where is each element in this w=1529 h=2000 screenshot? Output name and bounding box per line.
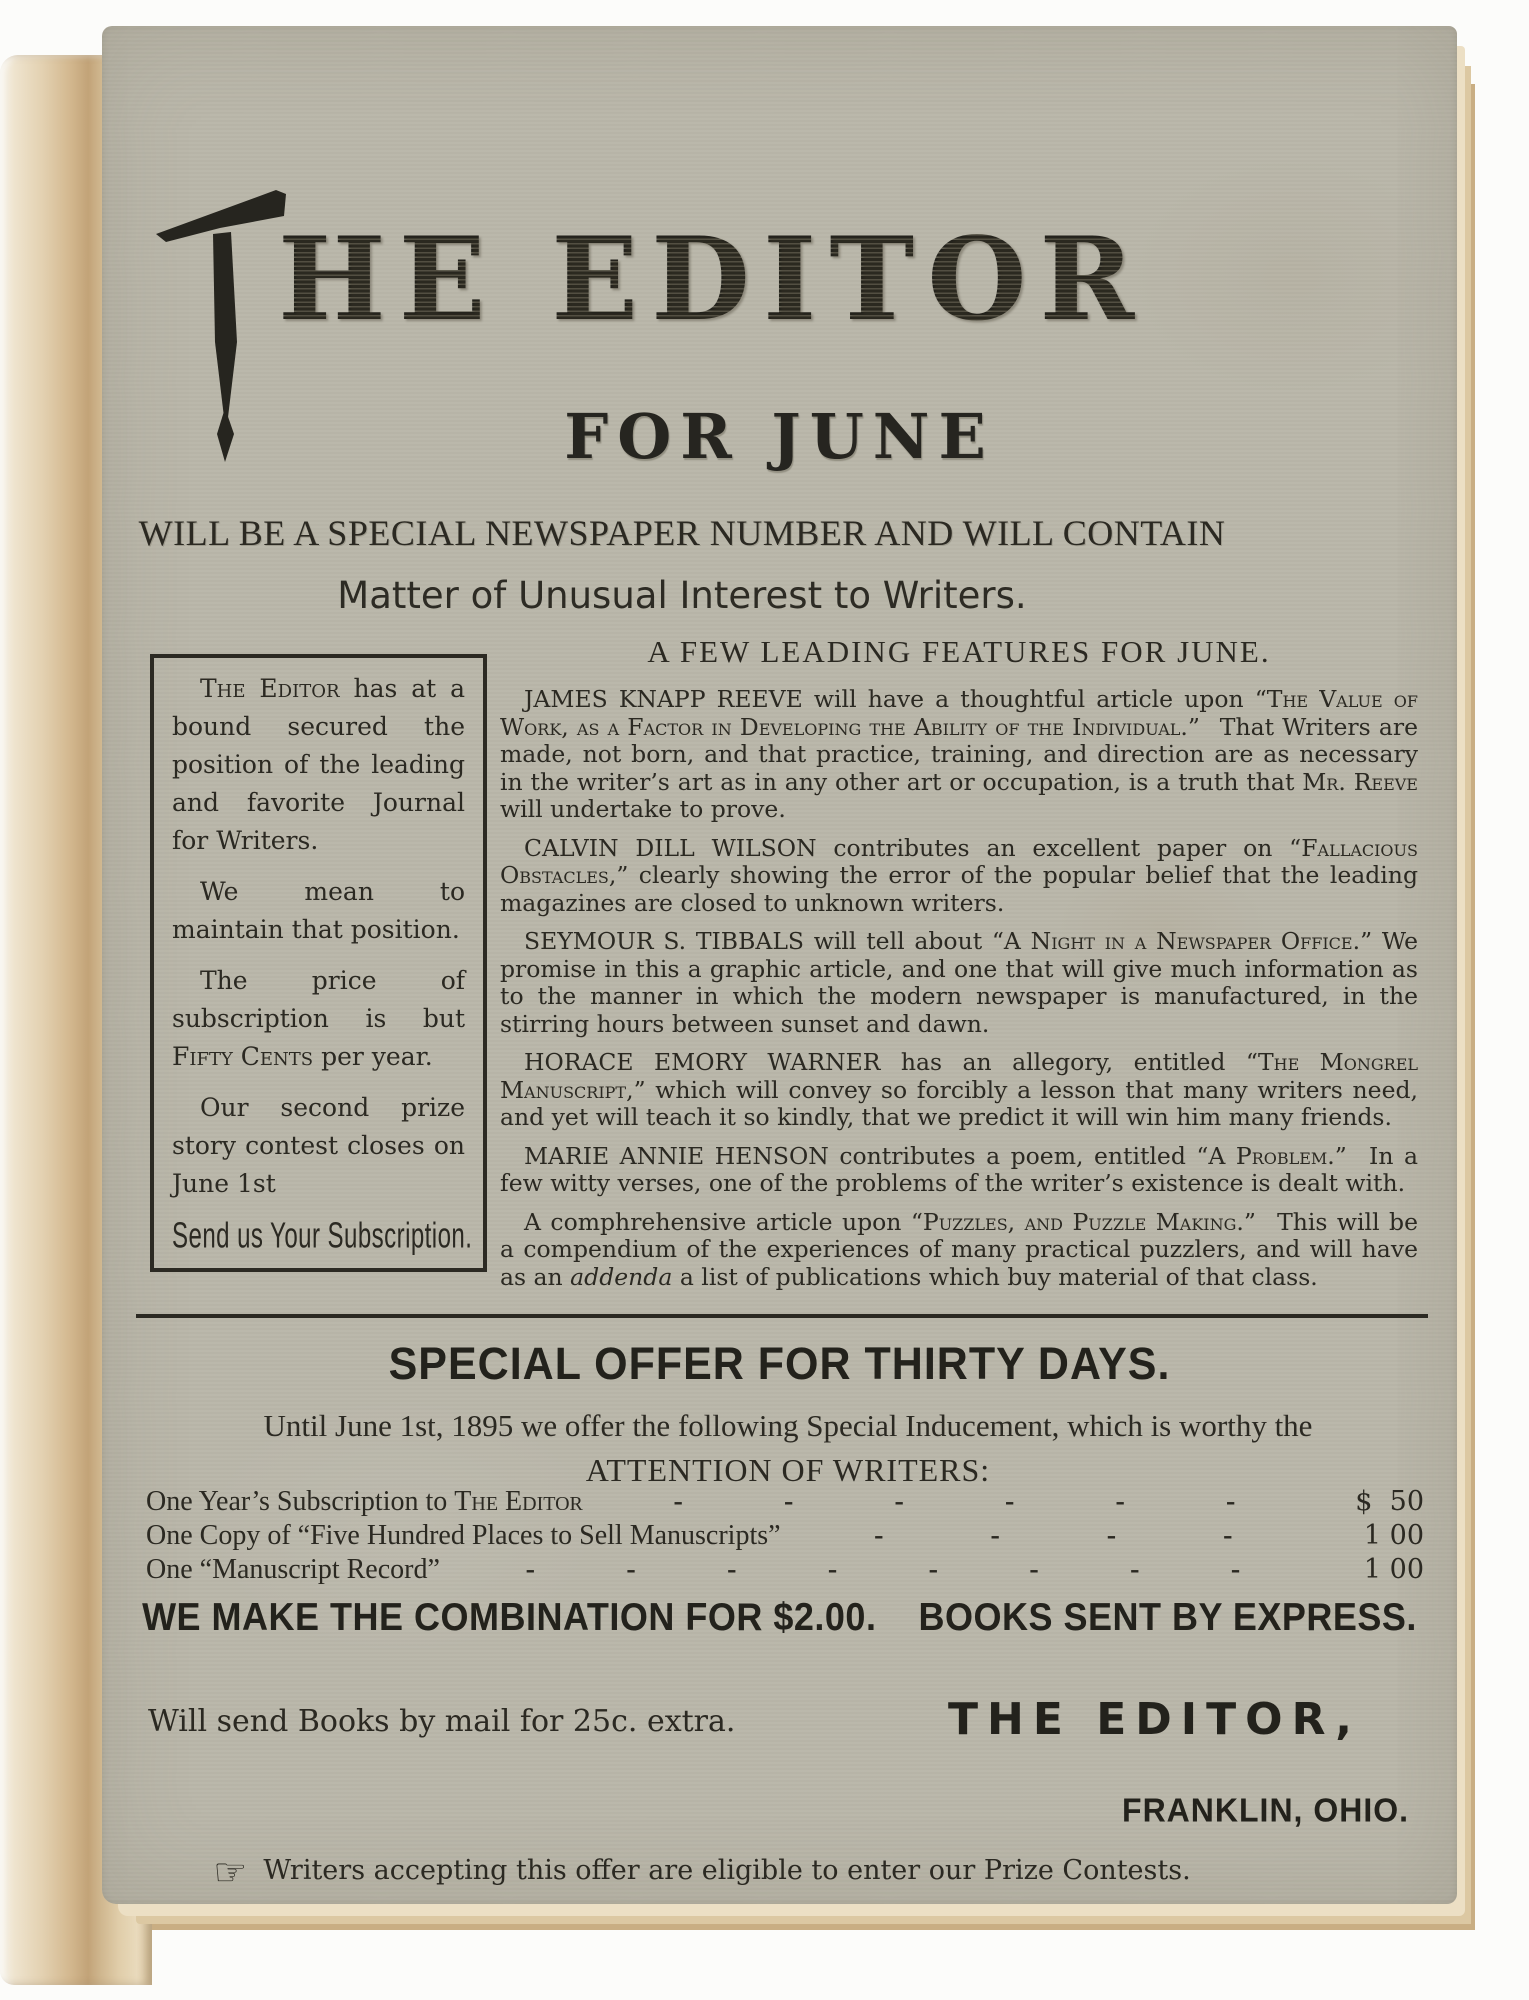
- text-segment: ,” which will convey so forcibly a lesson that many writers need, and yet will teach it so kindly, that we predict it will win him many friends.: [500, 1075, 1418, 1131]
- leader-dash: -: [525, 1554, 535, 1585]
- text-segment: One Copy of “Five Hundred Places to Sell Manuscripts”: [146, 1520, 781, 1551]
- dash-leader: [480, 1554, 1286, 1586]
- sidebar-send-subscription-line: [172, 1210, 473, 1261]
- feature-paragraph: [500, 686, 1418, 824]
- text-segment: JAMES KNAPP REEVE will have a thoughtful article upon “: [524, 685, 1267, 713]
- text-segment: Mr. Reeve: [1302, 767, 1418, 796]
- text-segment: The Editor: [454, 1486, 583, 1517]
- feature-paragraph: [500, 928, 1418, 1038]
- offer-attention-line: ATTENTION OF WRITERS:: [585, 1452, 991, 1488]
- text-segment: Fifty Cents: [172, 1042, 314, 1071]
- text-segment: HORACE EMORY WARNER has an allegory, entitled “: [524, 1048, 1258, 1076]
- text-segment: ” This will be a compendium of the experiences of many practical puzzlers, and will have as an: [500, 1207, 1418, 1291]
- section-divider: [136, 1314, 1428, 1318]
- text-segment: A comphrehensive article upon “: [524, 1207, 923, 1236]
- text-segment: Puzzles, and Puzzle Making.: [922, 1207, 1244, 1236]
- leader-dash: -: [1029, 1554, 1039, 1585]
- leader-dash: -: [783, 1486, 794, 1517]
- offer-item-price: 1 00: [1363, 1520, 1424, 1551]
- leader-dash: -: [673, 1486, 683, 1517]
- text-segment: A Problem.: [1208, 1141, 1335, 1170]
- feature-paragraph: [500, 835, 1418, 918]
- offer-item-price: $ 50: [1355, 1486, 1424, 1517]
- leader-dash: -: [1226, 1486, 1236, 1517]
- leader-dash: -: [1106, 1520, 1117, 1551]
- text-segment: has at a bound secured the position of the leading and favorite Journal for Writers.: [172, 674, 465, 855]
- text-segment: ,” clearly showing the error of the popular belief that the leading magazines are closed to unknown writers.: [500, 861, 1418, 917]
- leader-dash: -: [1230, 1554, 1241, 1585]
- feature-paragraph: [500, 1049, 1418, 1132]
- text-segment: One “Manuscript Record”: [146, 1554, 440, 1585]
- text-segment: The Value of Work, as a Factor in Developing the Ability of the Individual.: [500, 685, 1418, 741]
- sidebar-paragraph: [172, 670, 465, 860]
- sidebar-paragraph: [172, 873, 465, 949]
- combination-line: [102, 1594, 1457, 1639]
- offer-heading: SPECIAL OFFER FOR THIRTY DAYS.: [388, 1338, 1171, 1390]
- offer-intro-line: Until June 1st, 1895 we offer the following Special Inducement, which is worthy the: [263, 1408, 1313, 1443]
- leader-dash: -: [990, 1520, 1000, 1551]
- text-segment: CALVIN DILL WILSON contributes an excellent paper on “: [524, 833, 1302, 862]
- prize-contest-footnote: [102, 1850, 1302, 1894]
- text-segment: The Editor: [200, 674, 340, 703]
- feature-paragraph: [500, 1209, 1418, 1292]
- combination-price-text: WE MAKE THE COMBINATION FOR $2.00.: [142, 1594, 877, 1639]
- text-segment: ” We promise in this a graphic article, and one that will give much information as to the manner in which the modern newspaper is manufactured, in the stirring hours between sunset and dawn.: [500, 927, 1418, 1038]
- offer-price-list: [146, 1486, 1424, 1588]
- leader-dash: -: [874, 1520, 884, 1551]
- masthead-month: FOR JUNE: [564, 400, 995, 473]
- features-column: [500, 634, 1418, 1302]
- text-segment: Send us Your Subscription.: [172, 1215, 473, 1256]
- leader-dash: -: [727, 1554, 737, 1585]
- text-segment: addenda: [570, 1262, 673, 1291]
- text-segment: SEYMOUR S. TIBBALS will tell about “: [524, 927, 1004, 955]
- offer-item-price: 1 00: [1363, 1554, 1424, 1585]
- footnote-text: Writers accepting this offer are eligible to enter our Prize Contests.: [263, 1855, 1191, 1886]
- offer-row: [146, 1520, 1424, 1554]
- text-segment: Our second prize story contest closes on June 1st: [172, 1093, 465, 1198]
- offer-item-label: [146, 1520, 781, 1552]
- dash-leader: [623, 1486, 1286, 1518]
- sidebar-paragraph: [172, 962, 465, 1076]
- deck-line-2: Matter of Unusual Interest to Writers.: [337, 574, 1027, 617]
- offer-item-label: [146, 1554, 440, 1586]
- leader-dash: -: [928, 1554, 938, 1585]
- text-segment: will undertake to prove.: [500, 795, 786, 823]
- text-segment: The price of subscription is but: [172, 966, 465, 1033]
- offer-row: [146, 1486, 1424, 1520]
- leader-dash: -: [1005, 1486, 1015, 1517]
- feature-paragraph: [500, 1143, 1418, 1198]
- pointing-hand-icon: ☞: [213, 1850, 248, 1894]
- text-segment: ” In a few witty verses, one of the problems of the writer’s existence is dealt with.: [500, 1141, 1418, 1197]
- text-segment: MARIE ANNIE HENSON contributes a poem, entitled “: [524, 1141, 1209, 1170]
- publisher-signature: THE EDITOR,: [948, 1694, 1361, 1745]
- text-segment: One Year’s Subscription to: [146, 1486, 455, 1517]
- offer-row: [146, 1554, 1424, 1588]
- mail-note: Will send Books by mail for 25c. extra.: [148, 1704, 736, 1739]
- text-segment: ” That Writers are made, not born, and that practice, training, and direction are as necessary in the writer’s art as in any other art or occupation, is a truth that: [500, 712, 1418, 796]
- dash-leader: [821, 1520, 1286, 1552]
- leader-dash: -: [827, 1554, 838, 1585]
- subscription-box: [150, 654, 487, 1272]
- text-segment: Fallacious Obstacles: [500, 833, 1418, 889]
- text-segment: a list of publications which buy material of that class.: [672, 1262, 1318, 1291]
- publisher-location: FRANKLIN, OHIO.: [1122, 1791, 1409, 1829]
- text-segment: The Mongrel Manuscript: [500, 1048, 1418, 1104]
- features-heading: A FEW LEADING FEATURES FOR JUNE.: [647, 634, 1271, 669]
- offer-item-label: [146, 1486, 583, 1518]
- deck-line-1: WILL BE A SPECIAL NEWSPAPER NUMBER AND WILL CONTAIN: [138, 513, 1226, 553]
- sidebar-paragraph: [172, 1089, 465, 1203]
- magazine-page: [102, 26, 1457, 1904]
- books-express-text: BOOKS SENT BY EXPRESS.: [918, 1594, 1417, 1639]
- text-segment: We mean to maintain that position.: [172, 877, 465, 944]
- leader-dash: -: [1223, 1520, 1233, 1551]
- leader-dash: -: [1130, 1554, 1140, 1585]
- text-segment: A Night in a Newspaper Office.: [1003, 927, 1361, 955]
- leader-dash: -: [1115, 1486, 1125, 1517]
- masthead-title: HE EDITOR: [278, 212, 1148, 346]
- leader-dash: -: [894, 1486, 904, 1517]
- leader-dash: -: [626, 1554, 636, 1585]
- text-segment: per year.: [313, 1042, 433, 1071]
